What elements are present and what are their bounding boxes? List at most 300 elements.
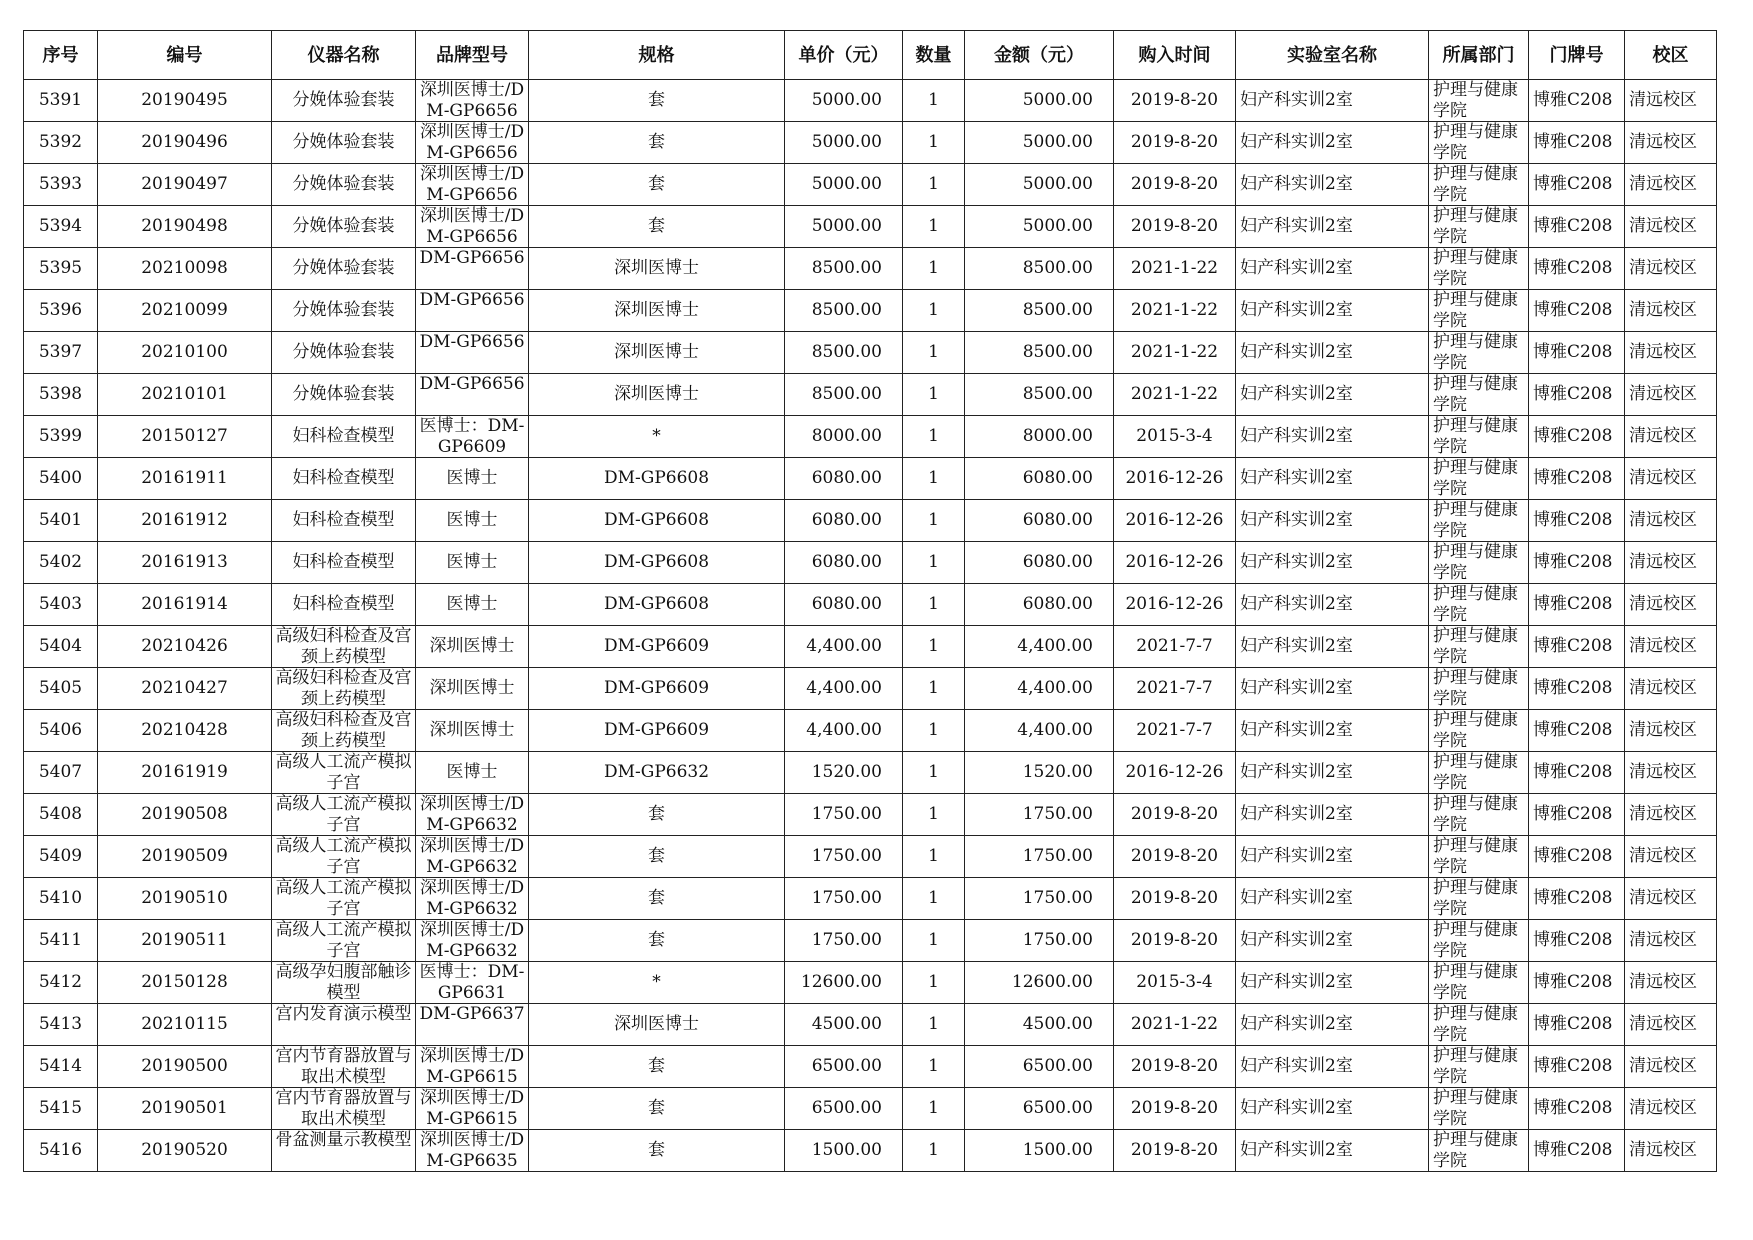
seq-cell: 5393: [24, 164, 98, 206]
header-cell: 品牌型号: [416, 31, 529, 80]
room-number-cell: 博雅C208: [1529, 458, 1625, 500]
code-cell: 20190510: [98, 878, 272, 920]
brand-model-cell: [416, 332, 529, 374]
purchase-date-cell: 2021-1-22: [1114, 374, 1236, 416]
room-number-cell: 博雅C208: [1529, 1004, 1625, 1046]
campus-cell: 清远校区: [1625, 878, 1717, 920]
unit-price-cell: 8000.00: [785, 416, 903, 458]
spec-cell: DM-GP6608: [529, 500, 785, 542]
code-cell: 20210101: [98, 374, 272, 416]
table-row: [24, 458, 1717, 500]
department-cell: [1429, 584, 1529, 626]
qty-cell: 1: [903, 206, 965, 248]
brand-model-text: 医博士：DM-GP6609: [419, 416, 525, 456]
qty-cell: 1: [903, 794, 965, 836]
purchase-date-cell: 2015-3-4: [1114, 962, 1236, 1004]
campus-cell: 清远校区: [1625, 836, 1717, 878]
name-text: 高级妇科检查及宫颈上药模型: [275, 626, 412, 666]
department-cell: [1429, 248, 1529, 290]
purchase-date-cell: 2016-12-26: [1114, 584, 1236, 626]
table-row: [24, 1088, 1717, 1130]
equipment-table: [23, 30, 1717, 1172]
code-cell: 20190500: [98, 1046, 272, 1088]
department-cell: [1429, 962, 1529, 1004]
spec-cell: DM-GP6632: [529, 752, 785, 794]
spec-cell: 套: [529, 920, 785, 962]
brand-model-text: 深圳医博士/DM-GP6656: [419, 206, 525, 246]
unit-price-cell: 1750.00: [785, 794, 903, 836]
header-row: [24, 31, 1717, 80]
qty-cell: 1: [903, 164, 965, 206]
lab-name-cell: 妇产科实训2室: [1236, 80, 1429, 122]
department-text: 护理与健康学院: [1433, 920, 1518, 960]
brand-model-cell: 医博士: [416, 458, 529, 500]
campus-cell: 清远校区: [1625, 1004, 1717, 1046]
department-cell: [1429, 542, 1529, 584]
amount-cell: 1750.00: [965, 836, 1114, 878]
spec-cell: 深圳医博士: [529, 248, 785, 290]
name-cell: 妇科检查模型: [272, 542, 416, 584]
brand-model-text: 深圳医博士/DM-GP6632: [419, 836, 525, 876]
code-cell: 20210098: [98, 248, 272, 290]
campus-cell: 清远校区: [1625, 710, 1717, 752]
code-cell: 20210426: [98, 626, 272, 668]
amount-cell: 1750.00: [965, 920, 1114, 962]
code-cell: 20190508: [98, 794, 272, 836]
room-number-cell: 博雅C208: [1529, 416, 1625, 458]
room-number-cell: 博雅C208: [1529, 1088, 1625, 1130]
department-text: 护理与健康学院: [1433, 500, 1518, 540]
qty-cell: 1: [903, 836, 965, 878]
name-cell: 分娩体验套装: [272, 374, 416, 416]
department-text: 护理与健康学院: [1433, 962, 1518, 1002]
table-row: [24, 626, 1717, 668]
department-cell: [1429, 1004, 1529, 1046]
unit-price-cell: 6080.00: [785, 458, 903, 500]
name-text: 高级人工流产模拟子宫: [275, 794, 412, 834]
department-cell: [1429, 752, 1529, 794]
table-row: [24, 1004, 1717, 1046]
unit-price-cell: 8500.00: [785, 332, 903, 374]
unit-price-cell: 4,400.00: [785, 626, 903, 668]
amount-cell: 1750.00: [965, 794, 1114, 836]
room-number-cell: 博雅C208: [1529, 500, 1625, 542]
seq-cell: 5410: [24, 878, 98, 920]
qty-cell: 1: [903, 920, 965, 962]
department-text: 护理与健康学院: [1433, 458, 1518, 498]
code-cell: 20161911: [98, 458, 272, 500]
qty-cell: 1: [903, 1088, 965, 1130]
table-row: [24, 248, 1717, 290]
header-cell: 规格: [529, 31, 785, 80]
header-cell: 单价（元）: [785, 31, 903, 80]
department-text: 护理与健康学院: [1433, 206, 1518, 246]
code-cell: 20190520: [98, 1130, 272, 1172]
amount-cell: 1750.00: [965, 878, 1114, 920]
brand-model-cell: 深圳医博士: [416, 668, 529, 710]
lab-name-cell: 妇产科实训2室: [1236, 752, 1429, 794]
name-cell: [272, 836, 416, 878]
brand-model-cell: [416, 920, 529, 962]
amount-cell: 8500.00: [965, 290, 1114, 332]
amount-cell: 6080.00: [965, 584, 1114, 626]
lab-name-cell: 妇产科实训2室: [1236, 710, 1429, 752]
room-number-cell: 博雅C208: [1529, 878, 1625, 920]
room-number-cell: 博雅C208: [1529, 1130, 1625, 1172]
department-cell: [1429, 920, 1529, 962]
name-cell: 分娩体验套装: [272, 164, 416, 206]
table-row: [24, 332, 1717, 374]
brand-model-text: 医博士：DM-GP6631: [419, 962, 525, 1002]
purchase-date-cell: 2021-7-7: [1114, 668, 1236, 710]
brand-model-text: 深圳医博士/DM-GP6656: [419, 122, 525, 162]
name-cell: 分娩体验套装: [272, 332, 416, 374]
header-cell: 购入时间: [1114, 31, 1236, 80]
spec-cell: 套: [529, 1130, 785, 1172]
unit-price-cell: 4500.00: [785, 1004, 903, 1046]
campus-cell: 清远校区: [1625, 1088, 1717, 1130]
campus-cell: 清远校区: [1625, 626, 1717, 668]
lab-name-cell: 妇产科实训2室: [1236, 500, 1429, 542]
table-row: [24, 920, 1717, 962]
brand-model-cell: [416, 1046, 529, 1088]
department-text: 护理与健康学院: [1433, 248, 1518, 288]
name-cell: [272, 668, 416, 710]
name-cell: [272, 626, 416, 668]
purchase-date-cell: 2019-8-20: [1114, 1130, 1236, 1172]
name-text: 宫内节育器放置与取出术模型: [275, 1088, 412, 1128]
unit-price-cell: 12600.00: [785, 962, 903, 1004]
amount-cell: 5000.00: [965, 164, 1114, 206]
department-cell: [1429, 500, 1529, 542]
brand-model-text: 深圳医博士/DM-GP6656: [419, 164, 525, 204]
qty-cell: 1: [903, 962, 965, 1004]
unit-price-cell: 1520.00: [785, 752, 903, 794]
purchase-date-cell: 2016-12-26: [1114, 542, 1236, 584]
table-row: [24, 206, 1717, 248]
lab-name-cell: 妇产科实训2室: [1236, 878, 1429, 920]
amount-cell: 8500.00: [965, 332, 1114, 374]
campus-cell: 清远校区: [1625, 668, 1717, 710]
spec-cell: DM-GP6608: [529, 584, 785, 626]
seq-cell: 5395: [24, 248, 98, 290]
table-body: [24, 80, 1717, 1172]
seq-cell: 5408: [24, 794, 98, 836]
room-number-cell: 博雅C208: [1529, 668, 1625, 710]
table-row: [24, 710, 1717, 752]
qty-cell: 1: [903, 668, 965, 710]
purchase-date-cell: 2016-12-26: [1114, 752, 1236, 794]
table-row: [24, 668, 1717, 710]
department-cell: [1429, 374, 1529, 416]
name-text: 高级人工流产模拟子宫: [275, 920, 412, 960]
unit-price-cell: 1750.00: [785, 836, 903, 878]
brand-model-cell: 医博士: [416, 584, 529, 626]
qty-cell: 1: [903, 248, 965, 290]
table-row: [24, 836, 1717, 878]
spec-cell: DM-GP6609: [529, 668, 785, 710]
room-number-cell: 博雅C208: [1529, 1046, 1625, 1088]
department-text: 护理与健康学院: [1433, 416, 1518, 456]
unit-price-cell: 6080.00: [785, 542, 903, 584]
department-cell: [1429, 164, 1529, 206]
code-cell: 20161912: [98, 500, 272, 542]
unit-price-cell: 4,400.00: [785, 668, 903, 710]
name-cell: [272, 878, 416, 920]
spec-cell: 套: [529, 794, 785, 836]
department-text: 护理与健康学院: [1433, 332, 1518, 372]
spec-cell: *: [529, 962, 785, 1004]
department-text: 护理与健康学院: [1433, 290, 1518, 330]
brand-model-text: 深圳医博士/DM-GP6635: [419, 1130, 525, 1170]
name-text: 宫内发育演示模型: [275, 1004, 412, 1024]
brand-model-cell: [416, 164, 529, 206]
department-cell: [1429, 458, 1529, 500]
brand-model-cell: 医博士: [416, 500, 529, 542]
unit-price-cell: 6080.00: [785, 584, 903, 626]
name-cell: [272, 920, 416, 962]
lab-name-cell: 妇产科实训2室: [1236, 122, 1429, 164]
campus-cell: 清远校区: [1625, 416, 1717, 458]
lab-name-cell: 妇产科实训2室: [1236, 248, 1429, 290]
header-cell: 序号: [24, 31, 98, 80]
brand-model-text: DM-GP6637: [419, 1004, 525, 1024]
department-text: 护理与健康学院: [1433, 374, 1518, 414]
amount-cell: 8500.00: [965, 374, 1114, 416]
purchase-date-cell: 2015-3-4: [1114, 416, 1236, 458]
brand-model-cell: [416, 122, 529, 164]
name-cell: [272, 1130, 416, 1172]
table-row: [24, 122, 1717, 164]
unit-price-cell: 8500.00: [785, 248, 903, 290]
department-text: 护理与健康学院: [1433, 1046, 1518, 1086]
name-cell: [272, 1088, 416, 1130]
campus-cell: 清远校区: [1625, 290, 1717, 332]
brand-model-cell: [416, 248, 529, 290]
department-text: 护理与健康学院: [1433, 164, 1518, 204]
table-row: [24, 80, 1717, 122]
lab-name-cell: 妇产科实训2室: [1236, 794, 1429, 836]
room-number-cell: 博雅C208: [1529, 836, 1625, 878]
name-cell: 分娩体验套装: [272, 206, 416, 248]
department-cell: [1429, 122, 1529, 164]
campus-cell: 清远校区: [1625, 374, 1717, 416]
seq-cell: 5411: [24, 920, 98, 962]
lab-name-cell: 妇产科实训2室: [1236, 920, 1429, 962]
unit-price-cell: 5000.00: [785, 164, 903, 206]
brand-model-cell: [416, 836, 529, 878]
spec-cell: DM-GP6609: [529, 626, 785, 668]
seq-cell: 5404: [24, 626, 98, 668]
brand-model-cell: [416, 374, 529, 416]
campus-cell: 清远校区: [1625, 164, 1717, 206]
department-text: 护理与健康学院: [1433, 878, 1518, 918]
room-number-cell: 博雅C208: [1529, 80, 1625, 122]
code-cell: 20210100: [98, 332, 272, 374]
amount-cell: 4,400.00: [965, 668, 1114, 710]
unit-price-cell: 6500.00: [785, 1088, 903, 1130]
table-row: [24, 542, 1717, 584]
purchase-date-cell: 2021-1-22: [1114, 248, 1236, 290]
brand-model-cell: [416, 1130, 529, 1172]
department-cell: [1429, 878, 1529, 920]
qty-cell: 1: [903, 626, 965, 668]
header-cell: 仪器名称: [272, 31, 416, 80]
qty-cell: 1: [903, 500, 965, 542]
code-cell: 20190511: [98, 920, 272, 962]
code-cell: 20150127: [98, 416, 272, 458]
qty-cell: 1: [903, 290, 965, 332]
table-row: [24, 416, 1717, 458]
campus-cell: 清远校区: [1625, 122, 1717, 164]
name-cell: 分娩体验套装: [272, 80, 416, 122]
spec-cell: 套: [529, 164, 785, 206]
room-number-cell: 博雅C208: [1529, 332, 1625, 374]
qty-cell: 1: [903, 1046, 965, 1088]
campus-cell: 清远校区: [1625, 584, 1717, 626]
purchase-date-cell: 2019-8-20: [1114, 164, 1236, 206]
seq-cell: 5402: [24, 542, 98, 584]
department-text: 护理与健康学院: [1433, 80, 1518, 120]
brand-model-text: DM-GP6656: [419, 290, 525, 310]
unit-price-cell: 5000.00: [785, 206, 903, 248]
lab-name-cell: 妇产科实训2室: [1236, 836, 1429, 878]
spec-cell: 套: [529, 122, 785, 164]
code-cell: 20190496: [98, 122, 272, 164]
brand-model-cell: [416, 878, 529, 920]
amount-cell: 8000.00: [965, 416, 1114, 458]
department-cell: [1429, 1130, 1529, 1172]
seq-cell: 5394: [24, 206, 98, 248]
lab-name-cell: 妇产科实训2室: [1236, 1004, 1429, 1046]
amount-cell: 1520.00: [965, 752, 1114, 794]
header-cell: 编号: [98, 31, 272, 80]
name-text: 高级人工流产模拟子宫: [275, 836, 412, 876]
purchase-date-cell: 2021-1-22: [1114, 290, 1236, 332]
name-cell: 妇科检查模型: [272, 500, 416, 542]
campus-cell: 清远校区: [1625, 332, 1717, 374]
table-row: [24, 1130, 1717, 1172]
brand-model-text: 深圳医博士/DM-GP6615: [419, 1046, 525, 1086]
purchase-date-cell: 2019-8-20: [1114, 920, 1236, 962]
lab-name-cell: 妇产科实训2室: [1236, 332, 1429, 374]
brand-model-cell: [416, 794, 529, 836]
spec-cell: 深圳医博士: [529, 374, 785, 416]
header-cell: 校区: [1625, 31, 1717, 80]
name-cell: 妇科检查模型: [272, 458, 416, 500]
header-cell: 数量: [903, 31, 965, 80]
purchase-date-cell: 2016-12-26: [1114, 500, 1236, 542]
purchase-date-cell: 2019-8-20: [1114, 1046, 1236, 1088]
room-number-cell: 博雅C208: [1529, 374, 1625, 416]
spec-cell: 深圳医博士: [529, 1004, 785, 1046]
purchase-date-cell: 2019-8-20: [1114, 80, 1236, 122]
spec-cell: 深圳医博士: [529, 290, 785, 332]
table-row: [24, 1046, 1717, 1088]
name-text: 宫内节育器放置与取出术模型: [275, 1046, 412, 1086]
qty-cell: 1: [903, 332, 965, 374]
department-cell: [1429, 206, 1529, 248]
department-cell: [1429, 626, 1529, 668]
purchase-date-cell: 2016-12-26: [1114, 458, 1236, 500]
unit-price-cell: 1750.00: [785, 920, 903, 962]
code-cell: 20190501: [98, 1088, 272, 1130]
name-text: 高级妇科检查及宫颈上药模型: [275, 710, 412, 750]
seq-cell: 5416: [24, 1130, 98, 1172]
campus-cell: 清远校区: [1625, 542, 1717, 584]
amount-cell: 6500.00: [965, 1088, 1114, 1130]
seq-cell: 5400: [24, 458, 98, 500]
brand-model-text: 深圳医博士/DM-GP6632: [419, 920, 525, 960]
room-number-cell: 博雅C208: [1529, 710, 1625, 752]
campus-cell: 清远校区: [1625, 1130, 1717, 1172]
qty-cell: 1: [903, 1130, 965, 1172]
code-cell: 20161914: [98, 584, 272, 626]
header-cell: 所属部门: [1429, 31, 1529, 80]
department-text: 护理与健康学院: [1433, 752, 1518, 792]
campus-cell: 清远校区: [1625, 80, 1717, 122]
spec-cell: 套: [529, 80, 785, 122]
qty-cell: 1: [903, 122, 965, 164]
unit-price-cell: 8500.00: [785, 290, 903, 332]
seq-cell: 5391: [24, 80, 98, 122]
header-cell: 实验室名称: [1236, 31, 1429, 80]
seq-cell: 5401: [24, 500, 98, 542]
lab-name-cell: 妇产科实训2室: [1236, 962, 1429, 1004]
purchase-date-cell: 2019-8-20: [1114, 206, 1236, 248]
seq-cell: 5406: [24, 710, 98, 752]
room-number-cell: 博雅C208: [1529, 626, 1625, 668]
header-cell: 门牌号: [1529, 31, 1625, 80]
code-cell: 20210115: [98, 1004, 272, 1046]
purchase-date-cell: 2019-8-20: [1114, 794, 1236, 836]
lab-name-cell: 妇产科实训2室: [1236, 542, 1429, 584]
brand-model-text: 深圳医博士/DM-GP6632: [419, 878, 525, 918]
purchase-date-cell: 2021-1-22: [1114, 332, 1236, 374]
code-cell: 20210427: [98, 668, 272, 710]
room-number-cell: 博雅C208: [1529, 542, 1625, 584]
name-cell: [272, 962, 416, 1004]
brand-model-cell: 深圳医博士: [416, 710, 529, 752]
qty-cell: 1: [903, 542, 965, 584]
table-row: [24, 962, 1717, 1004]
room-number-cell: 博雅C208: [1529, 794, 1625, 836]
purchase-date-cell: 2021-1-22: [1114, 1004, 1236, 1046]
brand-model-text: DM-GP6656: [419, 248, 525, 268]
name-cell: [272, 794, 416, 836]
spec-cell: 套: [529, 1046, 785, 1088]
purchase-date-cell: 2019-8-20: [1114, 878, 1236, 920]
room-number-cell: 博雅C208: [1529, 920, 1625, 962]
unit-price-cell: 1500.00: [785, 1130, 903, 1172]
name-text: 高级孕妇腹部触诊模型: [275, 962, 412, 1002]
lab-name-cell: 妇产科实训2室: [1236, 668, 1429, 710]
unit-price-cell: 6500.00: [785, 1046, 903, 1088]
code-cell: 20190495: [98, 80, 272, 122]
table-row: [24, 794, 1717, 836]
amount-cell: 1500.00: [965, 1130, 1114, 1172]
brand-model-text: 深圳医博士/DM-GP6656: [419, 80, 525, 120]
department-cell: [1429, 668, 1529, 710]
amount-cell: 4,400.00: [965, 626, 1114, 668]
qty-cell: 1: [903, 458, 965, 500]
amount-cell: 6500.00: [965, 1046, 1114, 1088]
brand-model-cell: [416, 962, 529, 1004]
qty-cell: 1: [903, 878, 965, 920]
table-row: [24, 584, 1717, 626]
brand-model-cell: [416, 80, 529, 122]
brand-model-text: DM-GP6656: [419, 332, 525, 352]
